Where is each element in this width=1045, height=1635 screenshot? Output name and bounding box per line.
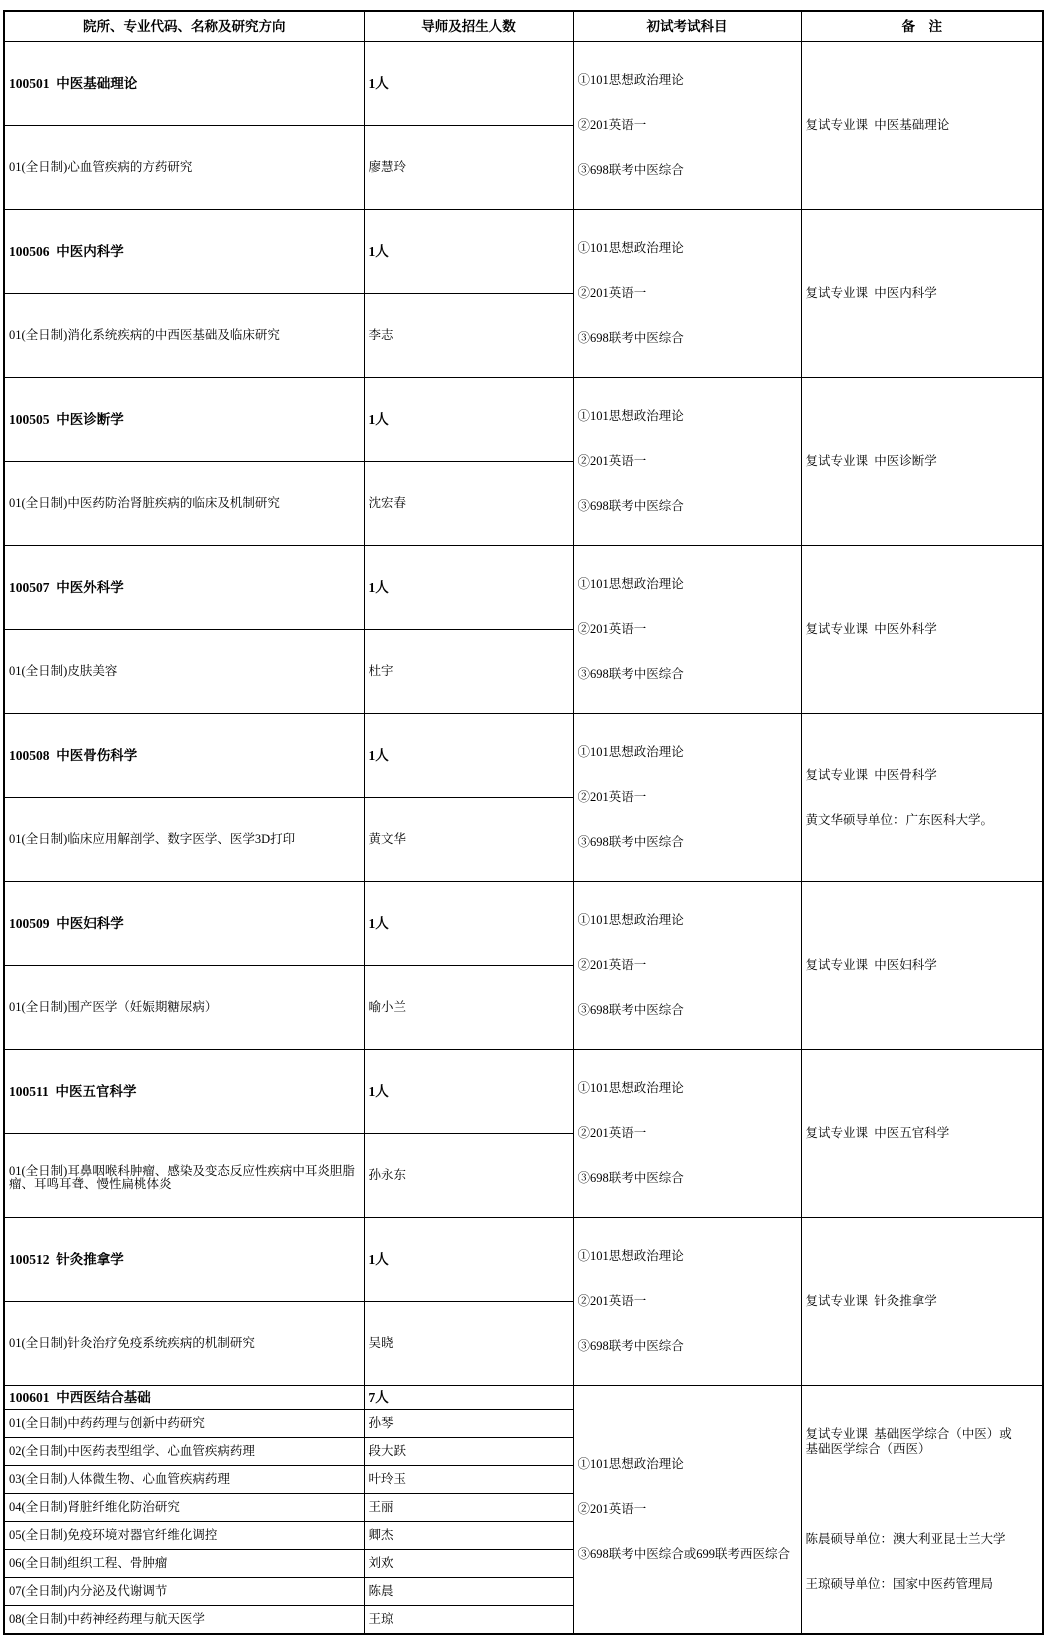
exam-subjects-cell — [573, 210, 801, 378]
exam-line: ②201英语一 — [577, 286, 647, 300]
exam-line: ②201英语一 — [577, 118, 647, 132]
exam-subjects-cell — [573, 882, 801, 1050]
specialty-code-cell: 100505 中医诊断学 — [4, 378, 364, 462]
specialty-row — [4, 882, 1043, 966]
specialty-code-cell: 100512 针灸推拿学 — [4, 1218, 364, 1302]
exam-subjects-cell — [573, 1386, 801, 1635]
advisor-cell: 陈晨 — [364, 1578, 573, 1606]
exam-subjects-cell — [573, 1218, 801, 1386]
remark-cell — [801, 546, 1043, 714]
remark-line: 复试专业课 中医基础理论 — [805, 118, 950, 132]
direction-cell: 01(全日制)消化系统疾病的中西医基础及临床研究 — [4, 294, 364, 378]
remark-line: 陈晨硕导单位：澳大利亚昆士兰大学 — [805, 1532, 1006, 1546]
col-header-exam-subjects: 初试考试科目 — [573, 11, 801, 42]
direction-cell: 05(全日制)免疫环境对器官纤维化调控 — [4, 1522, 364, 1550]
exam-line: ②201英语一 — [577, 1126, 647, 1140]
exam-subjects-cell — [573, 1050, 801, 1218]
remark-cell — [801, 378, 1043, 546]
direction-cell: 04(全日制)肾脏纤维化防治研究 — [4, 1494, 364, 1522]
direction-cell: 01(全日制)中医药防治肾脏疾病的临床及机制研究 — [4, 462, 364, 546]
exam-line: ②201英语一 — [577, 622, 647, 636]
exam-subjects-cell — [573, 42, 801, 210]
exam-line: ①101思想政治理论 — [577, 1249, 684, 1263]
exam-subjects-cell — [573, 378, 801, 546]
direction-cell: 03(全日制)人体微生物、心血管疾病药理 — [4, 1466, 364, 1494]
specialty-row — [4, 546, 1043, 630]
advisor-cell: 卿杰 — [364, 1522, 573, 1550]
exam-line: ①101思想政治理论 — [577, 577, 684, 591]
quota-cell: 1人 — [364, 546, 573, 630]
direction-cell: 01(全日制)中药药理与创新中药研究 — [4, 1410, 364, 1438]
exam-line: ③698联考中医综合 — [577, 667, 684, 681]
direction-cell: 01(全日制)皮肤美容 — [4, 630, 364, 714]
remark-cell — [801, 1218, 1043, 1386]
direction-cell: 01(全日制)围产医学（妊娠期糖尿病） — [4, 966, 364, 1050]
remark-cell — [801, 1050, 1043, 1218]
advisor-cell: 廖慧玲 — [364, 126, 573, 210]
quota-cell: 7人 — [364, 1386, 573, 1410]
advisor-cell: 段大跃 — [364, 1438, 573, 1466]
advisor-cell: 王丽 — [364, 1494, 573, 1522]
remark-line: 复试专业课 中医妇科学 — [805, 958, 937, 972]
direction-cell: 07(全日制)内分泌及代谢调节 — [4, 1578, 364, 1606]
specialty-row — [4, 210, 1043, 294]
advisor-cell: 孙永东 — [364, 1134, 573, 1218]
specialty-row — [4, 1386, 1043, 1410]
remark-line: 王琼硕导单位：国家中医药管理局 — [805, 1577, 994, 1591]
specialty-code-cell: 100601 中西医结合基础 — [4, 1386, 364, 1410]
specialty-row — [4, 42, 1043, 126]
quota-cell: 1人 — [364, 1050, 573, 1134]
exam-subjects-cell — [573, 714, 801, 882]
direction-cell: 01(全日制)心血管疾病的方药研究 — [4, 126, 364, 210]
advisor-cell: 李志 — [364, 294, 573, 378]
advisor-cell: 吴晓 — [364, 1302, 573, 1386]
advisor-cell: 叶玲玉 — [364, 1466, 573, 1494]
specialty-row — [4, 1050, 1043, 1134]
col-header-remarks: 备 注 — [801, 11, 1043, 42]
remark-line: 复试专业课 中医外科学 — [805, 622, 937, 636]
specialty-code-cell: 100507 中医外科学 — [4, 546, 364, 630]
advisor-cell: 杜宇 — [364, 630, 573, 714]
remark-line: 复试专业课 中医骨科学 — [805, 767, 937, 782]
direction-cell — [4, 1134, 364, 1218]
direction-cell: 02(全日制)中医药表型组学、心血管疾病药理 — [4, 1438, 364, 1466]
remark-line: 复试专业课 中医五官科学 — [805, 1126, 950, 1140]
specialty-code-cell: 100501 中医基础理论 — [4, 42, 364, 126]
exam-line: ①101思想政治理论 — [577, 241, 684, 255]
specialty-code-cell: 100506 中医内科学 — [4, 210, 364, 294]
exam-line: ①101思想政治理论 — [577, 913, 684, 927]
exam-subjects-cell — [573, 546, 801, 714]
direction-cell: 08(全日制)中药神经药理与航天医学 — [4, 1606, 364, 1635]
exam-line: ③698联考中医综合 — [577, 1003, 684, 1017]
remark-cell — [801, 210, 1043, 378]
quota-cell: 1人 — [364, 210, 573, 294]
exam-line: ③698联考中医综合 — [577, 1171, 684, 1185]
specialty-code-cell: 100508 中医骨伤科学 — [4, 714, 364, 798]
remark-cell — [801, 1386, 1043, 1635]
col-header-program: 院所、专业代码、名称及研究方向 — [4, 11, 364, 42]
exam-line: ③698联考中医综合 — [577, 163, 684, 177]
advisor-cell: 沈宏春 — [364, 462, 573, 546]
exam-line: ①101思想政治理论 — [577, 1081, 684, 1095]
specialty-code-cell: 100511 中医五官科学 — [4, 1050, 364, 1134]
advisor-cell: 孙琴 — [364, 1410, 573, 1438]
direction-text-clipped: 01(全日制)耳鼻咽喉科肿瘤、感染及变态反应性疾病中耳炎胆脂瘤、耳鸣耳聋、慢性扁桃体炎 — [9, 1164, 355, 1191]
remark-line: 复试专业课 中医诊断学 — [805, 454, 937, 468]
remark-cell — [801, 714, 1043, 882]
remark-line: 复试专业课 中医内科学 — [805, 286, 937, 300]
advisor-cell: 喻小兰 — [364, 966, 573, 1050]
remark-line: 黄文华硕导单位：广东医科大学。 — [805, 812, 994, 827]
exam-line: ②201英语一 — [577, 790, 647, 804]
exam-line: ①101思想政治理论 — [577, 73, 684, 87]
exam-line: ①101思想政治理论 — [577, 745, 684, 759]
admissions-table — [3, 10, 1044, 1635]
header-row — [4, 11, 1043, 42]
remark-gap — [806, 1487, 1039, 1502]
quota-cell: 1人 — [364, 1218, 573, 1302]
advisor-cell: 王琼 — [364, 1606, 573, 1635]
quota-cell: 1人 — [364, 42, 573, 126]
exam-line: ②201英语一 — [577, 1502, 647, 1516]
exam-line: ③698联考中医综合 — [577, 1339, 684, 1353]
exam-line: ②201英语一 — [577, 1294, 647, 1308]
quota-cell: 1人 — [364, 378, 573, 462]
remark-cell — [801, 882, 1043, 1050]
exam-line: ③698联考中医综合 — [577, 499, 684, 513]
specialty-row — [4, 378, 1043, 462]
quota-cell: 1人 — [364, 714, 573, 798]
exam-line: ③698联考中医综合 — [577, 331, 684, 345]
exam-line: ③698联考中医综合 — [577, 835, 684, 849]
specialty-row — [4, 1218, 1043, 1302]
remark-line: 复试专业课 基础医学综合（中医）或 基础医学综合（西医） — [805, 1427, 1012, 1456]
direction-cell: 01(全日制)针灸治疗免疫系统疾病的机制研究 — [4, 1302, 364, 1386]
advisor-cell: 黄文华 — [364, 798, 573, 882]
col-header-advisor-quota: 导师及招生人数 — [364, 11, 573, 42]
quota-cell: 1人 — [364, 882, 573, 966]
specialty-row — [4, 714, 1043, 798]
direction-cell: 01(全日制)临床应用解剖学、数字医学、医学3D打印 — [4, 798, 364, 882]
remark-cell — [801, 42, 1043, 210]
direction-cell: 06(全日制)组织工程、骨肿瘤 — [4, 1550, 364, 1578]
exam-line: ①101思想政治理论 — [577, 409, 684, 423]
exam-line: ②201英语一 — [577, 958, 647, 972]
exam-line: ①101思想政治理论 — [577, 1457, 684, 1471]
exam-line: ③698联考中医综合或699联考西医综合 — [577, 1547, 791, 1561]
advisor-cell: 刘欢 — [364, 1550, 573, 1578]
exam-line: ②201英语一 — [577, 454, 647, 468]
remark-line: 复试专业课 针灸推拿学 — [805, 1294, 937, 1308]
specialty-code-cell: 100509 中医妇科学 — [4, 882, 364, 966]
